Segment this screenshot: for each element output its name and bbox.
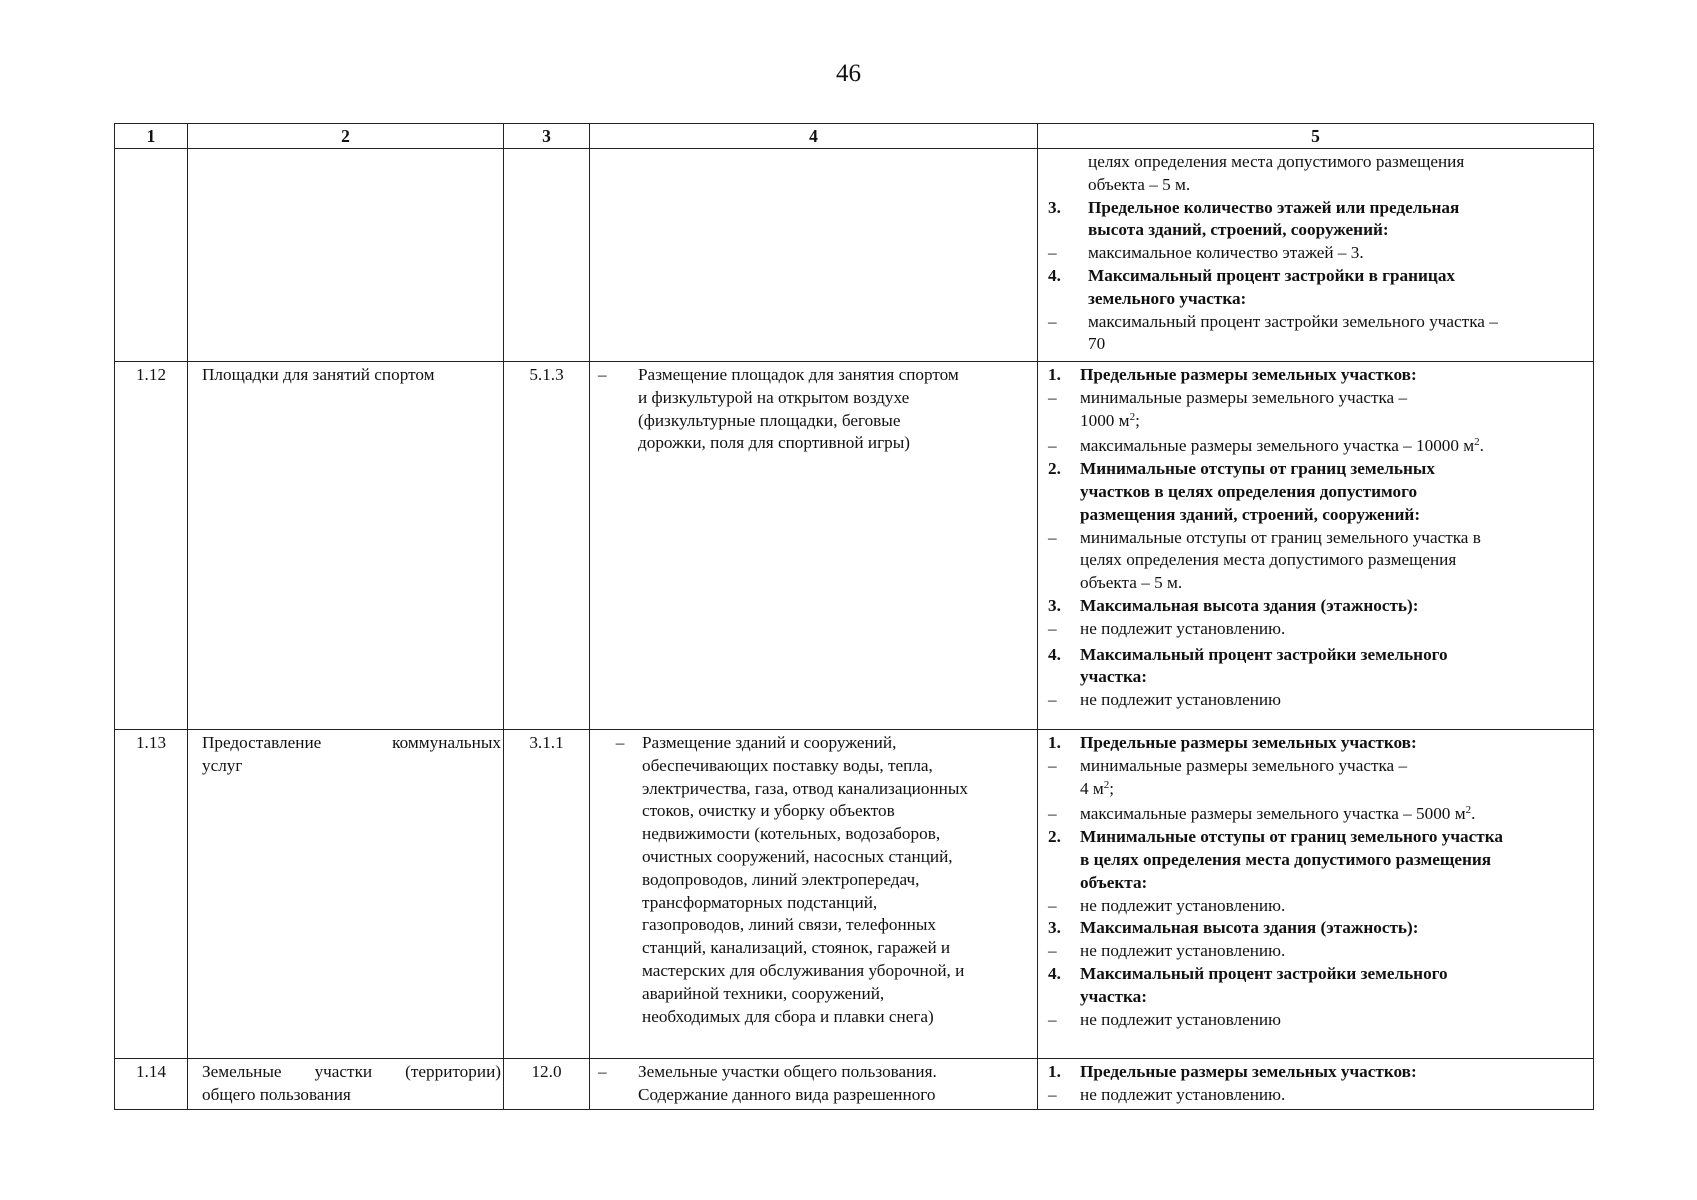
param-heading: 2. Минимальные отступы от границ земельных участков в целях определения допустимого размещения зданий, строений, сооружений: bbox=[1048, 459, 1435, 524]
param-line: – не подлежит установлению bbox=[1048, 690, 1281, 710]
row-number: 1.14 bbox=[115, 1059, 188, 1110]
table-row bbox=[115, 730, 1594, 1059]
cell-parameters bbox=[1038, 730, 1594, 1059]
use-name: Предоставление коммунальных услуг bbox=[188, 730, 504, 1059]
param-line: – максимальные размеры земельного участка – 10000 $м^2$. bbox=[1048, 436, 1484, 456]
param-heading: 4. Максимальный процент застройки земельного участка: bbox=[1048, 963, 1448, 1006]
use-description: – Земельные участки общего пользования. Содержание данного вида разрешенного bbox=[590, 1059, 1038, 1110]
param-heading: 4. Максимальный процент застройки в границах bbox=[1048, 265, 1456, 285]
cell-empty bbox=[504, 149, 590, 362]
use-name: Земельные участки (территории) общего пользования bbox=[188, 1059, 504, 1110]
param-line: – не подлежит установлению. bbox=[1048, 941, 1286, 961]
param-heading: 1. Предельные размеры земельных участков: bbox=[1048, 1062, 1417, 1081]
param-heading: 1. Предельные размеры земельных участков: bbox=[1048, 733, 1417, 752]
column-header-4: 4 bbox=[590, 124, 1038, 149]
cell-parameters bbox=[1038, 1059, 1594, 1110]
cell-empty bbox=[188, 149, 504, 362]
param-line: – минимальные размеры земельного участка – 1000 $м^2$; bbox=[1048, 387, 1408, 430]
param-line: – не подлежит установлению. bbox=[1048, 895, 1286, 915]
use-code: 3.1.1 bbox=[504, 730, 590, 1059]
param-heading: 2. Минимальные отступы от границ земельного участка в целях определения места допустимого размещения объекта: bbox=[1048, 827, 1503, 892]
column-header-5: 5 bbox=[1038, 124, 1594, 149]
column-header-3: 3 bbox=[504, 124, 590, 149]
column-header-1: 1 bbox=[115, 124, 188, 149]
param-line: – не подлежит установлению. bbox=[1048, 1084, 1286, 1104]
param-heading: 3. Максимальная высота здания (этажность): bbox=[1048, 918, 1419, 938]
param-line: целях определения места допустимого размещения bbox=[1088, 152, 1465, 171]
param-line: – не подлежит установлению. bbox=[1048, 618, 1286, 638]
table-header-row bbox=[115, 124, 1594, 149]
param-line: – максимальный процент застройки земельного участка – bbox=[1048, 311, 1498, 331]
param-line: объекта – 5 м. bbox=[1088, 174, 1191, 194]
table-row bbox=[115, 1059, 1594, 1110]
param-line: – минимальные размеры земельного участка – 4 $м^2$; bbox=[1048, 755, 1408, 798]
param-heading: высота зданий, строений, сооружений: bbox=[1088, 220, 1389, 240]
table-row bbox=[115, 362, 1594, 730]
row-number: 1.12 bbox=[115, 362, 188, 730]
param-line: – не подлежит установлению bbox=[1048, 1009, 1281, 1029]
use-description: – Размещение зданий и сооружений, обеспечивающих поставку воды, тепла, электричества, газа, отвод канализационных стоков, очистку и уборку объектов недвижимости (котельных, водозаборов, очистных сооружений, насосных станций, водопроводов, линий электропередач, трансформаторных подстанций, газопроводов, линий связи, телефонных станций, канализаций, стоянок, гаражей и мастерских для обслуживания уборочной, и аварийной техники, сооружений, необходимых для сбора и плавки снега) bbox=[590, 730, 1038, 1059]
column-header-2: 2 bbox=[188, 124, 504, 149]
cell-parameters bbox=[1038, 362, 1594, 730]
cell-empty bbox=[590, 149, 1038, 362]
param-heading: 1. Предельные размеры земельных участков: bbox=[1048, 365, 1417, 384]
cell-parameters bbox=[1038, 149, 1594, 362]
use-code: 5.1.3 bbox=[504, 362, 590, 730]
param-heading: 4. Максимальный процент застройки земельного участка: bbox=[1048, 644, 1448, 687]
table-row-continuation bbox=[115, 149, 1594, 362]
param-line: 70 bbox=[1088, 334, 1106, 354]
param-heading: 3. Предельное количество этажей или предельная bbox=[1048, 197, 1460, 217]
param-line: – минимальные отступы от границ земельного участка в целях определения места допустимого размещения объекта – 5 м. bbox=[1048, 527, 1481, 593]
param-line: – максимальное количество этажей – 3. bbox=[1048, 243, 1364, 263]
use-name: Площадки для занятий спортом bbox=[188, 362, 504, 730]
cell-empty bbox=[115, 149, 188, 362]
page-number: 46 bbox=[836, 60, 861, 87]
param-heading: 3. Максимальная высота здания (этажность): bbox=[1048, 595, 1419, 615]
param-line: – максимальные размеры земельного участка – 5000 $м^2$. bbox=[1048, 804, 1476, 824]
land-use-table bbox=[114, 123, 1594, 1110]
row-number: 1.13 bbox=[115, 730, 188, 1059]
use-code: 12.0 bbox=[504, 1059, 590, 1110]
use-description: – Размещение площадок для занятия спортом и физкультурой на открытом воздухе (физкультурные площадки, беговые дорожки, поля для спортивной игры) bbox=[590, 362, 1038, 730]
param-heading: земельного участка: bbox=[1088, 288, 1247, 308]
